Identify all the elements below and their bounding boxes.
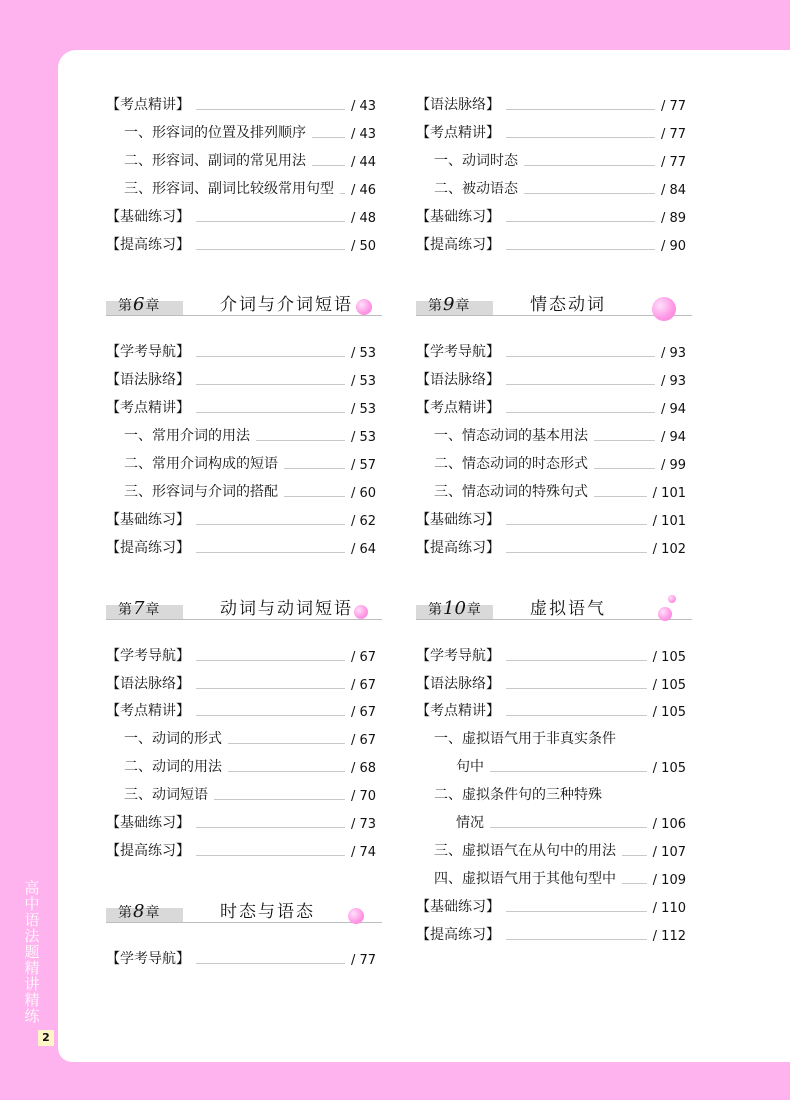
toc-entry-label: 【学考导航】 bbox=[106, 647, 190, 664]
toc-entry-page: / 68 bbox=[350, 761, 376, 777]
chapter-suffix: 章 bbox=[466, 601, 481, 618]
toc-entry-label: 【提高练习】 bbox=[416, 236, 500, 253]
chapter-suffix: 章 bbox=[145, 601, 160, 618]
toc-entry-label: 一、情态动词的基本用法 bbox=[434, 428, 588, 445]
toc-section-entry[interactable] bbox=[416, 892, 686, 920]
leader-line bbox=[214, 799, 345, 800]
toc-entry-page: / 46 bbox=[350, 182, 376, 198]
leader-line bbox=[196, 412, 345, 413]
leader-line bbox=[196, 552, 345, 553]
toc-entry-page: / 73 bbox=[350, 817, 376, 832]
chapter-title: 介词与介词短语 bbox=[220, 295, 353, 316]
toc-entry-label: 【考点精讲】 bbox=[106, 400, 190, 417]
toc-entry-page: / 99 bbox=[660, 458, 686, 473]
leader-line bbox=[312, 137, 345, 138]
toc-entry-label: 三、形容词、副词比较级常用句型 bbox=[124, 180, 334, 197]
toc-section-entry[interactable] bbox=[106, 90, 376, 118]
toc-entry-label: 【基础练习】 bbox=[106, 815, 190, 831]
decorative-bubble bbox=[658, 607, 672, 621]
chapter-number bbox=[118, 597, 159, 622]
toc-entry-label: 一、形容词的位置及排列顺序 bbox=[124, 124, 306, 141]
toc-entry-label: 【考点精讲】 bbox=[416, 400, 500, 417]
toc-entry-page: / 67 bbox=[350, 677, 376, 693]
toc-entry-label: 二、形容词、副词的常见用法 bbox=[124, 152, 306, 169]
toc-entry-page: / 105 bbox=[652, 761, 686, 777]
toc-entry-page: / 67 bbox=[350, 649, 376, 665]
toc-entry-page: / 67 bbox=[350, 733, 376, 749]
toc-entry-label: 【提高练习】 bbox=[416, 926, 500, 943]
toc-entry-label: 二、情态动词的时态形式 bbox=[434, 456, 588, 472]
toc-section-entry[interactable] bbox=[106, 641, 376, 669]
chapter-prefix: 第 bbox=[428, 601, 442, 618]
chapter-number bbox=[428, 293, 469, 318]
chapter-prefix: 第 bbox=[428, 298, 442, 315]
toc-entry-label: 二、常用介词构成的短语 bbox=[124, 456, 278, 472]
chapter-prefix: 第 bbox=[118, 601, 132, 618]
toc-entry-label: 【语法脉络】 bbox=[416, 372, 500, 389]
toc-entry-page: / 102 bbox=[652, 541, 686, 557]
toc-subsection-entry[interactable] bbox=[416, 780, 686, 808]
toc-section-entry[interactable] bbox=[416, 393, 686, 421]
leader-line bbox=[196, 524, 345, 525]
chapter-suffix: 章 bbox=[145, 904, 160, 921]
toc-entry-label: 【考点精讲】 bbox=[106, 97, 190, 113]
toc-entry-label: 【基础练习】 bbox=[106, 511, 190, 528]
leader-line bbox=[506, 660, 647, 661]
toc-section-entry[interactable] bbox=[416, 533, 686, 561]
toc-entry-label: 一、动词时态 bbox=[434, 152, 518, 169]
leader-line bbox=[196, 356, 345, 357]
leader-line bbox=[506, 524, 647, 525]
toc-entry-label: 【考点精讲】 bbox=[416, 703, 500, 720]
chapter-header[interactable] bbox=[416, 293, 692, 323]
leader-line bbox=[196, 109, 345, 110]
toc-section-entry[interactable] bbox=[416, 920, 686, 948]
leader-line bbox=[196, 688, 345, 689]
toc-entry-label: 【语法脉络】 bbox=[106, 675, 190, 692]
toc-entry-label: 【语法脉络】 bbox=[106, 372, 190, 389]
chapter-title: 时态与语态 bbox=[220, 901, 315, 922]
chapter-number-value: 7 bbox=[133, 597, 145, 619]
leader-line bbox=[506, 137, 655, 138]
toc-entry-label: 【提高练习】 bbox=[106, 236, 190, 253]
chapter-title: 情态动词 bbox=[530, 295, 606, 316]
toc-entry-page: / 77 bbox=[660, 99, 686, 114]
toc-entry-label: 一、虚拟语气用于非真实条件 bbox=[434, 731, 616, 748]
toc-entry-page: / 57 bbox=[350, 458, 376, 473]
toc-section-entry[interactable] bbox=[106, 230, 376, 258]
leader-line bbox=[506, 249, 655, 250]
toc-subsection-entry[interactable] bbox=[106, 421, 376, 449]
leader-line bbox=[506, 412, 655, 413]
toc-entry-page: / 89 bbox=[660, 210, 686, 226]
toc-subsection-entry[interactable] bbox=[416, 752, 686, 780]
toc-entry-label: 【语法脉络】 bbox=[416, 97, 500, 113]
leader-line bbox=[228, 743, 345, 744]
toc-subsection-entry[interactable] bbox=[416, 836, 686, 864]
toc-entry-label: 【基础练习】 bbox=[416, 511, 500, 528]
toc-subsection-entry[interactable] bbox=[106, 477, 376, 505]
leader-line bbox=[524, 193, 655, 194]
toc-entry-label: 三、动词短语 bbox=[124, 787, 208, 804]
toc-entry-page: / 53 bbox=[350, 430, 376, 446]
decorative-bubble bbox=[348, 908, 364, 924]
toc-section-entry[interactable] bbox=[106, 944, 376, 972]
toc-entry-label: 【基础练习】 bbox=[416, 208, 500, 225]
toc-entry-label: 三、虚拟语气在从句中的用法 bbox=[434, 842, 616, 859]
toc-entry-page: / 93 bbox=[660, 346, 686, 362]
toc-entry-page: / 105 bbox=[652, 705, 686, 721]
toc-entry-page: / 43 bbox=[350, 99, 376, 114]
chapter-number-value: 8 bbox=[133, 900, 145, 922]
chapter-header[interactable] bbox=[106, 597, 382, 627]
toc-entry-page: / 53 bbox=[350, 402, 376, 418]
leader-line bbox=[228, 771, 345, 772]
toc-section-entry[interactable] bbox=[106, 836, 376, 864]
toc-entry-page: / 74 bbox=[350, 844, 376, 860]
decorative-bubble bbox=[652, 297, 676, 321]
chapter-number bbox=[118, 900, 159, 925]
leader-line bbox=[524, 165, 655, 166]
chapter-header[interactable] bbox=[106, 900, 382, 930]
chapter-prefix: 第 bbox=[118, 904, 132, 921]
toc-entry-page: / 48 bbox=[350, 210, 376, 226]
leader-line bbox=[506, 552, 647, 553]
leader-line bbox=[506, 221, 655, 222]
toc-section-entry[interactable] bbox=[416, 230, 686, 258]
toc-section-entry[interactable] bbox=[106, 337, 376, 365]
toc-entry-page: / 94 bbox=[660, 430, 686, 446]
toc-subsection-entry[interactable] bbox=[106, 174, 376, 202]
toc-entry-page: / 84 bbox=[660, 182, 686, 198]
toc-section-entry[interactable] bbox=[106, 808, 376, 836]
toc-subsection-entry[interactable] bbox=[106, 724, 376, 752]
toc-entry-label: 一、常用介词的用法 bbox=[124, 428, 250, 445]
toc-subsection-entry[interactable] bbox=[416, 146, 686, 174]
toc-entry-page: / 50 bbox=[350, 238, 376, 254]
toc-entry-page: / 53 bbox=[350, 346, 376, 362]
toc-entry-page: / 110 bbox=[652, 900, 686, 916]
side-title: 高中语法题精讲精练 bbox=[24, 879, 40, 1025]
toc-section-entry[interactable] bbox=[106, 669, 376, 697]
toc-entry-label: 三、情态动词的特殊句式 bbox=[434, 483, 588, 500]
toc-entry-page: / 43 bbox=[350, 126, 376, 142]
chapter-title: 动词与动词短语 bbox=[220, 598, 353, 619]
leader-line bbox=[506, 911, 647, 912]
toc-entry-page: / 77 bbox=[660, 126, 686, 142]
chapter-suffix: 章 bbox=[455, 298, 470, 315]
toc-entry-label: 句中 bbox=[456, 759, 484, 776]
leader-line bbox=[490, 827, 647, 828]
toc-entry-page: / 44 bbox=[350, 154, 376, 170]
toc-entry-label: 【语法脉络】 bbox=[416, 675, 500, 692]
toc-entry-label: 【基础练习】 bbox=[416, 898, 500, 915]
toc-section-entry[interactable] bbox=[416, 365, 686, 393]
toc-entry-page: / 94 bbox=[660, 402, 686, 418]
toc-entry-page: / 53 bbox=[350, 374, 376, 390]
leader-line bbox=[594, 496, 647, 497]
toc-entry-page: / 77 bbox=[660, 154, 686, 170]
toc-entry-label: 【考点精讲】 bbox=[416, 124, 500, 141]
toc-entry-label: 【提高练习】 bbox=[416, 539, 500, 556]
leader-line bbox=[506, 384, 655, 385]
leader-line bbox=[312, 165, 345, 166]
leader-line bbox=[506, 109, 655, 110]
leader-line bbox=[196, 221, 345, 222]
toc-subsection-entry[interactable] bbox=[106, 118, 376, 146]
leader-line bbox=[284, 496, 345, 497]
toc-entry-page: / 93 bbox=[660, 374, 686, 390]
toc-entry-label: 【提高练习】 bbox=[106, 842, 190, 859]
toc-entry-label: 二、虚拟条件句的三种特殊 bbox=[434, 787, 602, 804]
toc-section-entry[interactable] bbox=[106, 505, 376, 533]
chapter-number-value: 10 bbox=[443, 597, 466, 619]
leader-line bbox=[196, 249, 345, 250]
toc-section-entry[interactable] bbox=[416, 202, 686, 230]
toc-entry-label: 一、动词的形式 bbox=[124, 731, 222, 748]
leader-line bbox=[506, 939, 647, 940]
toc-entry-page: / 67 bbox=[350, 705, 376, 721]
toc-entry-page: / 101 bbox=[652, 513, 686, 529]
toc-subsection-entry[interactable] bbox=[106, 780, 376, 808]
toc-section-entry[interactable] bbox=[416, 505, 686, 533]
toc-entry-label: 【基础练习】 bbox=[106, 208, 190, 225]
leader-line bbox=[196, 963, 345, 964]
toc-entry-page: / 70 bbox=[350, 789, 376, 805]
leader-line bbox=[594, 468, 655, 469]
toc-entry-label: 【学考导航】 bbox=[106, 950, 190, 967]
toc-subsection-entry[interactable] bbox=[416, 724, 686, 752]
toc-entry-label: 四、虚拟语气用于其他句型中 bbox=[434, 870, 616, 887]
toc-entry-page: / 64 bbox=[350, 541, 376, 557]
toc-subsection-entry[interactable] bbox=[106, 449, 376, 477]
toc-entry-label: 【考点精讲】 bbox=[106, 703, 190, 720]
toc-subsection-entry[interactable] bbox=[416, 449, 686, 477]
toc-entry-page: / 60 bbox=[350, 485, 376, 501]
page-number: 2 bbox=[38, 1030, 54, 1046]
toc-entry-label: 情况 bbox=[456, 815, 484, 831]
chapter-header[interactable] bbox=[106, 293, 382, 323]
decorative-bubble bbox=[668, 595, 676, 603]
leader-line bbox=[506, 715, 647, 716]
toc-entry-label: 【学考导航】 bbox=[106, 344, 190, 361]
toc-section-entry[interactable] bbox=[416, 90, 686, 118]
leader-line bbox=[622, 883, 647, 884]
toc-section-entry[interactable] bbox=[106, 533, 376, 561]
toc-subsection-entry[interactable] bbox=[106, 752, 376, 780]
leader-line bbox=[284, 468, 345, 469]
toc-subsection-entry[interactable] bbox=[106, 146, 376, 174]
toc-section-entry[interactable] bbox=[106, 365, 376, 393]
decorative-bubble bbox=[356, 299, 372, 315]
leader-line bbox=[622, 855, 647, 856]
leader-line bbox=[196, 660, 345, 661]
toc-subsection-entry[interactable] bbox=[416, 477, 686, 505]
toc-entry-page: / 62 bbox=[350, 513, 376, 529]
toc-entry-label: 【学考导航】 bbox=[416, 647, 500, 664]
toc-subsection-entry[interactable] bbox=[416, 174, 686, 202]
chapter-number bbox=[428, 597, 481, 622]
leader-line bbox=[256, 440, 345, 441]
toc-section-entry[interactable] bbox=[416, 337, 686, 365]
toc-entry-page: / 107 bbox=[652, 844, 686, 860]
toc-section-entry[interactable] bbox=[416, 669, 686, 697]
toc-subsection-entry[interactable] bbox=[416, 864, 686, 892]
chapter-prefix: 第 bbox=[118, 298, 132, 315]
toc-entry-page: / 101 bbox=[652, 485, 686, 501]
toc-entry-label: 三、形容词与介词的搭配 bbox=[124, 483, 278, 500]
toc-entry-page: / 90 bbox=[660, 238, 686, 254]
leader-line bbox=[340, 193, 345, 194]
toc-subsection-entry[interactable] bbox=[416, 808, 686, 836]
toc-section-entry[interactable] bbox=[416, 696, 686, 724]
toc-entry-page: / 105 bbox=[652, 649, 686, 665]
toc-section-entry[interactable] bbox=[416, 641, 686, 669]
toc-section-entry[interactable] bbox=[106, 696, 376, 724]
leader-line bbox=[196, 384, 345, 385]
chapter-header[interactable] bbox=[416, 597, 692, 627]
chapter-number-value: 6 bbox=[133, 294, 145, 316]
leader-line bbox=[490, 771, 647, 772]
leader-line bbox=[196, 827, 345, 828]
toc-section-entry[interactable] bbox=[106, 202, 376, 230]
toc-entry-label: 【提高练习】 bbox=[106, 539, 190, 556]
toc-entry-label: 【学考导航】 bbox=[416, 344, 500, 361]
chapter-suffix: 章 bbox=[145, 298, 160, 315]
chapter-title: 虚拟语气 bbox=[530, 598, 606, 619]
toc-entry-label: 二、动词的用法 bbox=[124, 759, 222, 776]
chapter-number-value: 9 bbox=[443, 294, 455, 316]
toc-entry-page: / 112 bbox=[652, 928, 686, 944]
toc-subsection-entry[interactable] bbox=[416, 421, 686, 449]
leader-line bbox=[506, 356, 655, 357]
leader-line bbox=[506, 688, 647, 689]
toc-entry-page: / 105 bbox=[652, 677, 686, 693]
toc-section-entry[interactable] bbox=[106, 393, 376, 421]
toc-section-entry[interactable] bbox=[416, 118, 686, 146]
leader-line bbox=[594, 440, 655, 441]
toc-entry-page: / 109 bbox=[652, 872, 686, 888]
toc-entry-page: / 77 bbox=[350, 952, 376, 968]
toc-entry-label: 二、被动语态 bbox=[434, 180, 518, 197]
toc-entry-page: / 106 bbox=[652, 817, 686, 832]
decorative-bubble bbox=[354, 605, 368, 619]
leader-line bbox=[196, 855, 345, 856]
chapter-number bbox=[118, 293, 159, 318]
leader-line bbox=[196, 715, 345, 716]
